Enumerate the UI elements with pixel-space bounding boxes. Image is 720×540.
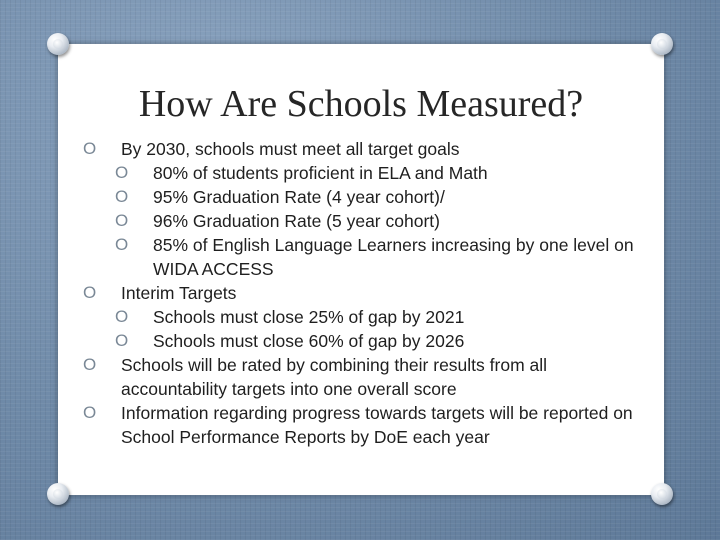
bullet-icon: O <box>115 211 129 230</box>
bullet-text: Information regarding progress towards targets will be reported on School Performance Reports by DoE each year <box>121 403 633 447</box>
sub-bullet-item <box>83 161 643 185</box>
bullet-text: Interim Targets <box>121 283 237 303</box>
bullet-text: Schools must close 60% of gap by 2026 <box>153 331 465 351</box>
bullet-text: 96% Graduation Rate (5 year cohort) <box>153 211 440 231</box>
pushpin-top-right-icon <box>651 33 673 55</box>
bullet-text: 85% of English Language Learners increasing by one level on WIDA ACCESS <box>153 235 634 279</box>
bullet-item <box>83 281 643 305</box>
sub-bullet-item <box>83 305 643 329</box>
bullet-icon: O <box>115 235 129 254</box>
bullet-text: Schools must close 25% of gap by 2021 <box>153 307 465 327</box>
pushpin-top-left-icon <box>47 33 69 55</box>
bullet-icon: O <box>115 331 129 350</box>
bullet-text: Schools will be rated by combining their results from all accountability targets into one overall score <box>121 355 548 399</box>
bullet-text: 95% Graduation Rate (4 year cohort)/ <box>153 187 445 207</box>
bullet-icon: O <box>115 163 129 182</box>
bullet-icon: O <box>83 139 97 158</box>
pushpin-bottom-left-icon <box>47 483 69 505</box>
bullet-icon: O <box>115 187 129 206</box>
bullet-icon: O <box>83 403 97 422</box>
bullet-icon: O <box>83 355 97 374</box>
bullet-icon: O <box>115 307 129 326</box>
sub-bullet-item <box>83 209 643 233</box>
bullet-text: By 2030, schools must meet all target goals <box>121 139 460 159</box>
sub-bullet-item <box>83 233 643 281</box>
pushpin-bottom-right-icon <box>651 483 673 505</box>
bullet-list <box>83 137 643 449</box>
sub-bullet-item <box>83 185 643 209</box>
bullet-item <box>83 401 643 449</box>
sub-bullet-item <box>83 329 643 353</box>
bullet-icon: O <box>83 283 97 302</box>
slide-title: How Are Schools Measured? <box>138 83 584 125</box>
bullet-item <box>83 353 643 401</box>
bullet-item <box>83 137 643 161</box>
bullet-text: 80% of students proficient in ELA and Math <box>153 163 488 183</box>
